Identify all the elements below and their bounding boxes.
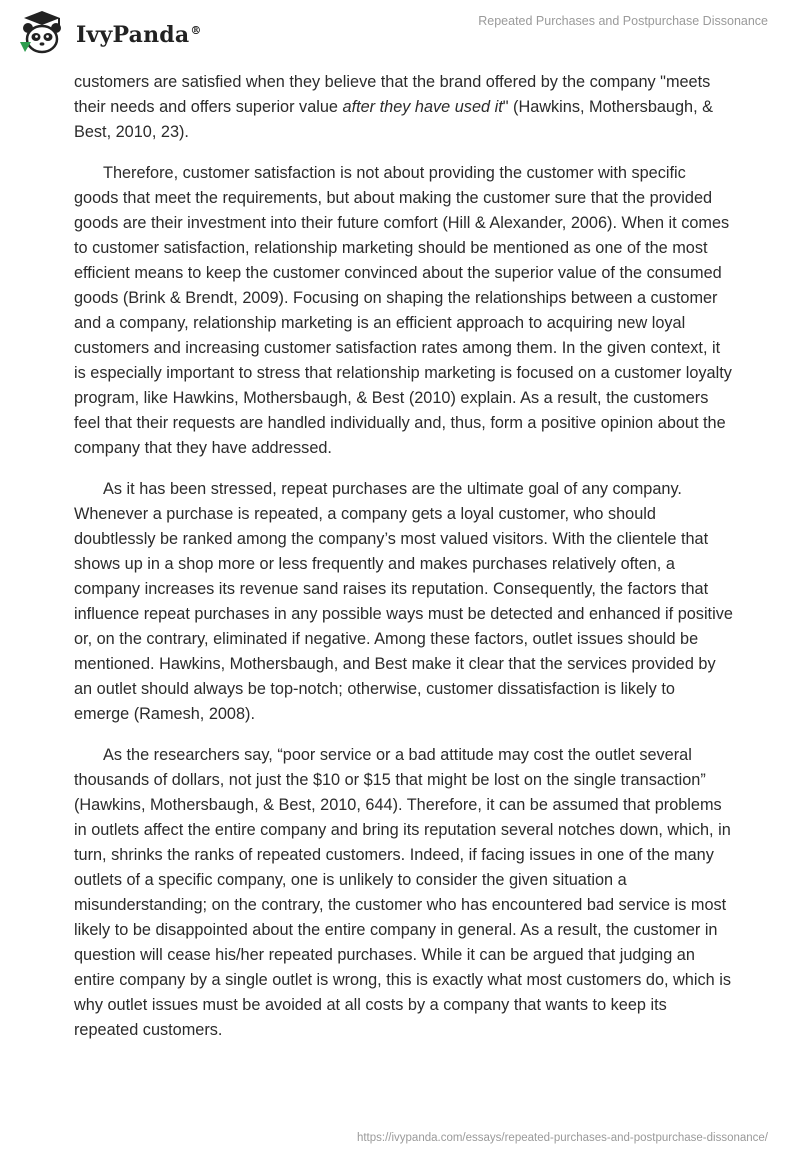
brand-name: IvyPanda® xyxy=(76,22,202,48)
paragraph-3: As it has been stressed, repeat purchases are the ultimate goal of any company. Whenever a purchase is repeated, a company gets a loyal customer, who should doubtlessly be ranked among the company’s most valued visitors. With the clientele that shows up in a shop more or less frequently and makes purchases relatively often, a company increases its revenue sand raises its reputation. Consequently, the factors that influence repeat purchases in any possible ways must be detected and enhanced if positive or, on the contrary, eliminated if negative. Among these factors, outlet issues should be mentioned. Hawkins, Mothersbaugh, and Best make it clear that the services provided by an outlet should always be top-notch; otherwise, customer dissatisfaction is likely to emerge (Ramesh, 2008). xyxy=(74,480,733,723)
document-title: Repeated Purchases and Postpurchase Dissonance xyxy=(478,14,768,28)
source-url[interactable]: https://ivypanda.com/essays/repeated-purchases-and-postpurchase-dissonance/ xyxy=(356,1132,768,1144)
brand-logo[interactable] xyxy=(14,8,202,58)
panda-logo-icon xyxy=(14,8,70,58)
paragraph-1: customers are satisfied when they believe that the brand offered by the company "meets their needs and offers superior value after they have used it" (Hawkins, Mothersbaugh, & Best, 2010, 23). xyxy=(74,73,714,141)
paragraph-4: As the researchers say, “poor service or a bad attitude may cost the outlet several thousands of dollars, not just the $10 or $15 that might be lost on the single transaction” (Hawkins, Mothersbaugh, & Best, 2010, 644). Therefore, it can be assumed that problems in outlets affect the entire company and bring its reputation several notches down, which, in turn, shrinks the ranks of repeated customers. Indeed, if facing issues in one of the many outlets of a specific company, one is unlikely to consider the given situation a misunderstanding; on the contrary, the customer who has encountered bad service is most likely to be disappointed about the entire company in general. As a result, the customer in question will cease his/her repeated purchases. While it can be argued that judging an entire company by a single outlet is wrong, this is exactly what most customers do, which is why outlet issues must be avoided at all costs by a company that wants to keep its repeated customers. xyxy=(74,746,731,1039)
essay-body xyxy=(74,70,734,1059)
paragraph-2: Therefore, customer satisfaction is not about providing the customer with specific goods that meet the requirements, but about making the customer sure that the provided goods are their investment into their future comfort (Hill & Alexander, 2006). When it comes to customer satisfaction, relationship marketing should be mentioned as one of the most efficient means to keep the customer convinced about the superior value of the consumed goods (Brink & Brendt, 2009). Focusing on shaping the relationships between a customer and a company, relationship marketing is an efficient approach to acquiring new loyal customers and increasing customer satisfaction rates among them. In the given context, it is especially important to stress that relationship marketing is focused on a customer loyalty program, like Hawkins, Mothersbaugh, & Best (2010) explain. As a result, the customers feel that their requests are handled individually and, thus, form a positive opinion about the company that they have addressed. xyxy=(74,164,732,457)
page-header xyxy=(0,0,800,72)
